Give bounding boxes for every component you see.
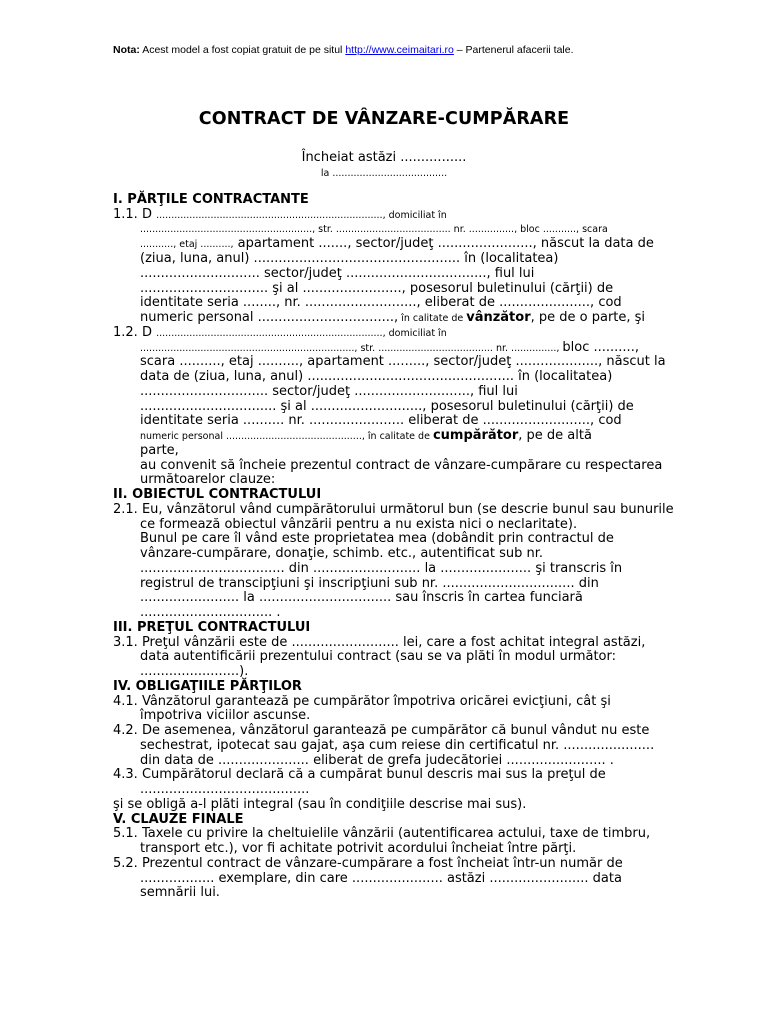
text: ..........................................................................., domiciliat în — [156, 209, 447, 221]
clause-2-1-line: 2.1. Eu, vânzătorul vând cumpărătorului următorul bun (se descrie bunul sau bunurile — [113, 501, 674, 517]
clause-1-2-line — [113, 429, 673, 444]
clause-4-2-line: sechestrat, ipotecat sau gajat, aşa cum reiese din certificatul nr. ...................... — [140, 737, 655, 753]
clause-5-2-line: semnării lui. — [140, 885, 220, 901]
text: 1.2. D — [113, 324, 152, 340]
text: 1.1. D — [113, 206, 152, 222]
note-label: Nota: — [113, 44, 140, 56]
clause-5-2-line: .................. exemplare, din care ...................... astăzi ........................ data — [140, 870, 622, 886]
clause-1-2-line: scara .........., etaj .........., apartament ........., sector/judeţ ...................., născut la — [140, 354, 666, 370]
text: ..........., etaj .........., — [140, 239, 234, 251]
clause-1-2-line — [113, 341, 673, 356]
section-heading-parties: I. PĂRŢILE CONTRACTANTE — [113, 192, 309, 207]
incheiat-line: Încheiat astăzi ................ — [301, 150, 467, 165]
clause-2-1-line: ce formează obiectul vânzării pentru a nu exista nici o neclaritate). — [140, 516, 578, 532]
clause-2-1-line: Bunul pe care îl vând este proprietatea mea (dobândit prin contractul de — [140, 531, 614, 547]
clause-2-1-line: registrul de transcipţiuni şi inscripţiuni sub nr. ................................ din — [140, 575, 599, 591]
buyer-role: cumpărător — [432, 428, 519, 443]
section-heading-object: II. OBIECTUL CONTRACTULUI — [113, 487, 322, 502]
section-heading-price: III. PREŢUL CONTRACTULUI — [113, 619, 311, 635]
contract-body — [113, 193, 673, 901]
site-link[interactable]: http://www.ceimaitari.ro — [345, 44, 454, 56]
section-heading-final-clauses: V. CLAUZE FINALE — [113, 811, 244, 827]
clause-3-1-line: data autentificării prezentului contract (sau se va plăti în modul următor: — [140, 649, 617, 665]
clause-1-2-line: identitate seria .......... nr. ....................... eliberat de .........................., cod — [140, 413, 622, 429]
clause-1-1-line: (ziua, luna, anul) .................................................. în (localitatea) — [140, 251, 559, 266]
clause-1-2-line: au convenit să încheie prezentul contract de vânzare-cumpărare cu respectarea — [140, 457, 663, 473]
clause-3-1-line: ........................). — [140, 664, 249, 679]
clause-1-1-line — [113, 237, 673, 252]
clause-4-3-line: şi se obligă a-l plăti integral (sau în condiţiile descrise mai sus). — [113, 796, 527, 812]
clause-2-1-line: ................................... din .......................... la ...................... şi transcris în — [140, 560, 623, 576]
text: apartament ......., sector/judeţ ......................., născut la data de — [233, 236, 654, 252]
clause-4-3-line: ......................................... — [140, 782, 310, 797]
la-line: la ...................................... — [320, 168, 448, 179]
clause-5-2-line: 5.2. Prezentul contract de vânzare-cumpărare a fost încheiat într-un număr de — [113, 855, 623, 871]
clause-4-3-line: 4.3. Cumpărătorul declară că a cumpărat bunul descris mai sus la preţul de — [113, 767, 606, 783]
clause-1-2-line: ............................... sector/judeţ ............................, fiul lui — [140, 383, 518, 399]
clause-2-1-line: ................................ . — [140, 605, 281, 620]
clause-1-2-line — [113, 326, 673, 341]
text: ..........................................................................., domiciliat în — [156, 327, 447, 339]
section-heading-obligations: IV. OBLIGAŢIILE PĂRŢILOR — [113, 678, 302, 694]
text: numeric personal ............................................., în calitate de — [140, 431, 433, 442]
clause-2-1-line: ........................ la ................................ sau înscris în cartea funciară — [140, 590, 583, 606]
clause-1-2-line: parte, — [140, 442, 179, 458]
text: ......................................................................., str. ...................................... nr. ..............., — [140, 342, 563, 354]
clause-1-1-line: ........................................................., str. ...................................... nr. ..............., bloc ..........., scara — [140, 223, 608, 235]
clause-4-1-line: împotriva viciilor ascunse. — [140, 708, 311, 724]
clause-1-2-line: data de (ziua, luna, anul) .................................................. în (localitatea) — [140, 369, 613, 384]
clause-3-1-line: 3.1. Preţul vânzării este de .......................... lei, care a fost achitat integral astăzi, — [113, 634, 646, 650]
clause-1-2-line: ................................. şi al ..........................., posesorul buletinului (cărţii) de — [140, 398, 634, 414]
header-note — [113, 44, 574, 56]
clause-1-1-line — [113, 311, 673, 326]
clause-2-1-line: vânzare-cumpărare, donaţie, schimb. etc., autentificat sub nr. — [140, 546, 544, 561]
clause-4-1-line: 4.1. Vânzătorul garantează pe cumpărător împotriva oricărei evicţiuni, cât şi — [113, 693, 611, 709]
clause-5-1-line: transport etc.), vor fi achitate potrivit acordului încheiat între părţi. — [140, 841, 577, 856]
note-text-after: – Partenerul afacerii tale. — [456, 44, 574, 56]
clause-5-1-line: 5.1. Taxele cu privire la cheltuielile vânzării (autentificarea actului, taxe de timbru, — [113, 826, 651, 842]
clause-1-1-line: identitate seria ........, nr. ..........................., eliberat de ......................, cod — [140, 295, 622, 311]
clause-1-1-line: ............................... şi al ........................, posesorul buletinului (cărţii) de — [140, 280, 614, 296]
text: , pe de o parte, şi — [530, 310, 646, 325]
clause-1-1-line — [113, 208, 673, 223]
clause-1-2-line: următoarelor clauze: — [140, 472, 276, 488]
text: în calitate de — [398, 313, 467, 324]
note-text-before: Acest model a fost copiat gratuit de pe situl — [142, 44, 343, 56]
seller-role: vânzător — [466, 310, 531, 325]
clause-4-2-line: din data de ...................... eliberat de grefa judecătoriei ........................ . — [140, 752, 614, 768]
text: , pe de altă — [518, 428, 592, 443]
clause-1-1-line: ............................. sector/judeţ .................................., fiul lui — [140, 265, 535, 281]
text: bloc .........., — [562, 339, 639, 355]
document-title: CONTRACT DE VÂNZARE-CUMPĂRARE — [198, 109, 570, 129]
text: numeric personal ................................., — [140, 310, 399, 325]
clause-4-2-line: 4.2. De asemenea, vânzătorul garantează pe cumpărător că bunul vândut nu este — [113, 723, 650, 738]
